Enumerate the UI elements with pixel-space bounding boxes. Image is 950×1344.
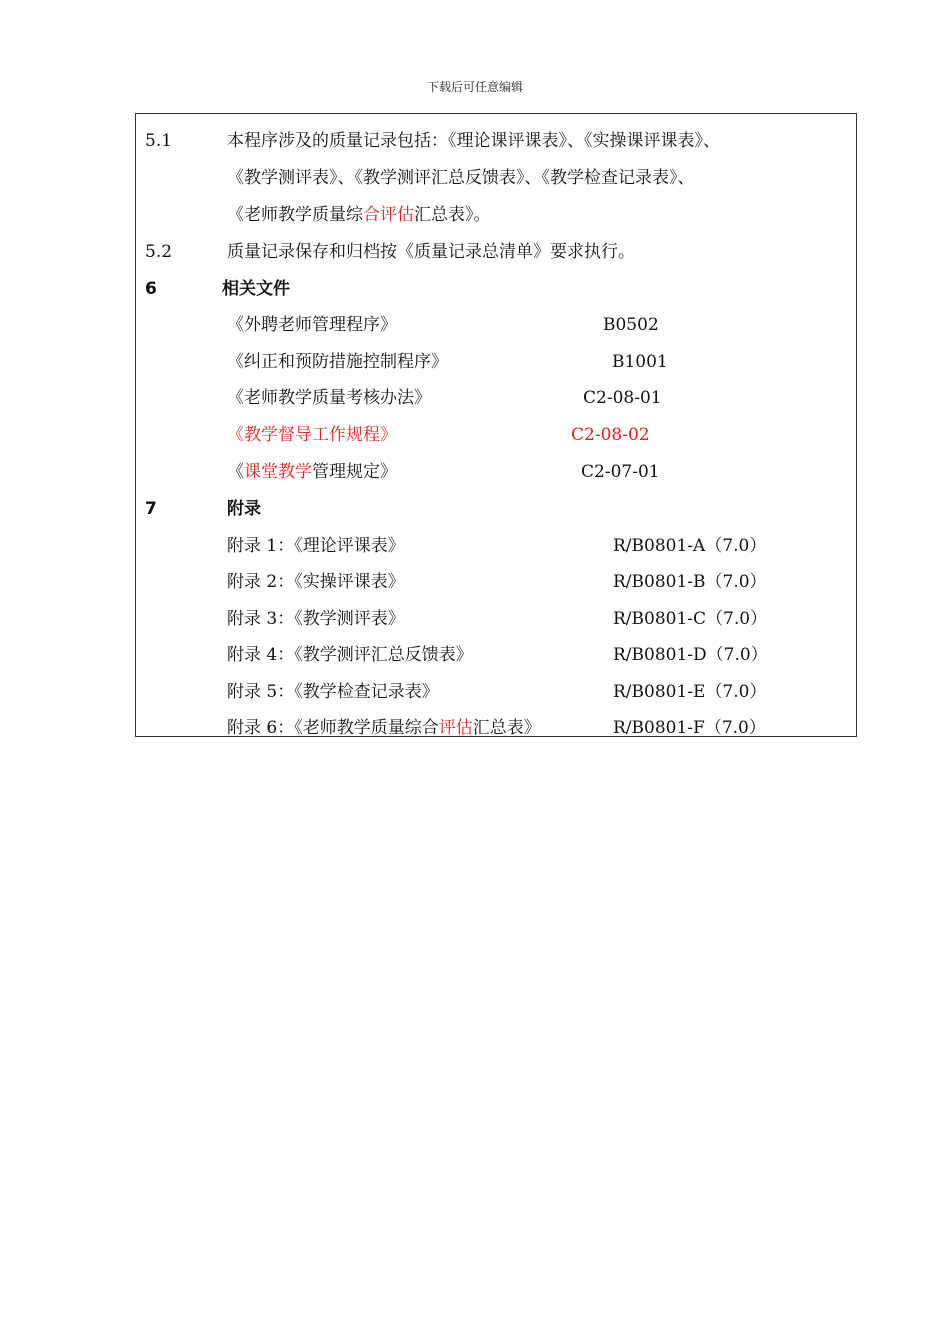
appendix-code: R/B0801-C（7.0） [613, 609, 768, 629]
related-doc-name-part-b: 管理规定》 [312, 462, 397, 482]
section-5-1-line-3 [227, 204, 491, 226]
section-5-1-line-2: 《教学测评表》、《教学测评汇总反馈表》、《教学检查记录表》、 [227, 168, 695, 188]
section-5-1-highlight: 合评估 [363, 205, 414, 225]
related-doc-name: 《纠正和预防措施控制程序》 [227, 352, 448, 372]
related-doc-code-highlighted: C2-08-02 [571, 425, 650, 445]
appendix-label: 附录 3：《教学测评表》 [227, 609, 405, 629]
related-doc-name-part-a: 《 [227, 462, 244, 482]
related-doc-code: B0502 [603, 315, 659, 335]
section-number-5-1: 5.1 [145, 131, 173, 151]
appendix-code: R/B0801-D（7.0） [613, 645, 768, 665]
appendix-label: 附录 1：《理论评课表》 [227, 536, 405, 556]
section-number-6: 6 [145, 279, 157, 299]
appendix-label: 附录 2：《实操评课表》 [227, 572, 405, 592]
related-doc-name: 《外聘老师管理程序》 [227, 315, 397, 335]
appendix-label: 附录 4：《教学测评汇总反馈表》 [227, 645, 473, 665]
related-doc-name-highlight: 课堂教学 [244, 462, 312, 482]
section-7-title: 附录 [227, 499, 261, 519]
section-6-title: 相关文件 [222, 279, 290, 299]
appendix-code: R/B0801-F（7.0） [613, 718, 766, 738]
appendix-label-highlight: 评估 [438, 718, 473, 738]
section-number-7: 7 [145, 499, 157, 519]
section-5-1-line-3-part-a: 《老师教学质量综 [227, 205, 363, 225]
section-5-1-line-3-part-b: 汇总表》。 [414, 205, 491, 225]
appendix-code: R/B0801-B（7.0） [613, 572, 767, 592]
section-5-2-text: 质量记录保存和归档按《质量记录总清单》要求执行。 [227, 242, 635, 262]
appendix-label-part-a: 附录 6：《老师教学质量综合 [227, 718, 439, 738]
related-doc-code: B1001 [612, 352, 668, 372]
appendix-label [227, 717, 541, 739]
section-5-1-line-1: 本程序涉及的质量记录包括：《理论课评课表》、《实操课评课表》、 [227, 131, 720, 151]
appendix-label: 附录 5：《教学检查记录表》 [227, 682, 439, 702]
related-doc-code: C2-07-01 [581, 462, 660, 482]
related-doc-name [227, 461, 397, 483]
appendix-code: R/B0801-E（7.0） [613, 682, 767, 702]
section-number-5-2: 5.2 [145, 242, 173, 262]
related-doc-name-highlighted: 《教学督导工作规程》 [227, 425, 397, 445]
appendix-label-part-b: 汇总表》 [472, 718, 541, 738]
related-doc-code: C2-08-01 [583, 388, 662, 408]
appendix-code: R/B0801-A（7.0） [613, 536, 767, 556]
related-doc-name: 《老师教学质量考核办法》 [227, 388, 431, 408]
header-note: 下载后可任意编辑 [426, 80, 523, 94]
